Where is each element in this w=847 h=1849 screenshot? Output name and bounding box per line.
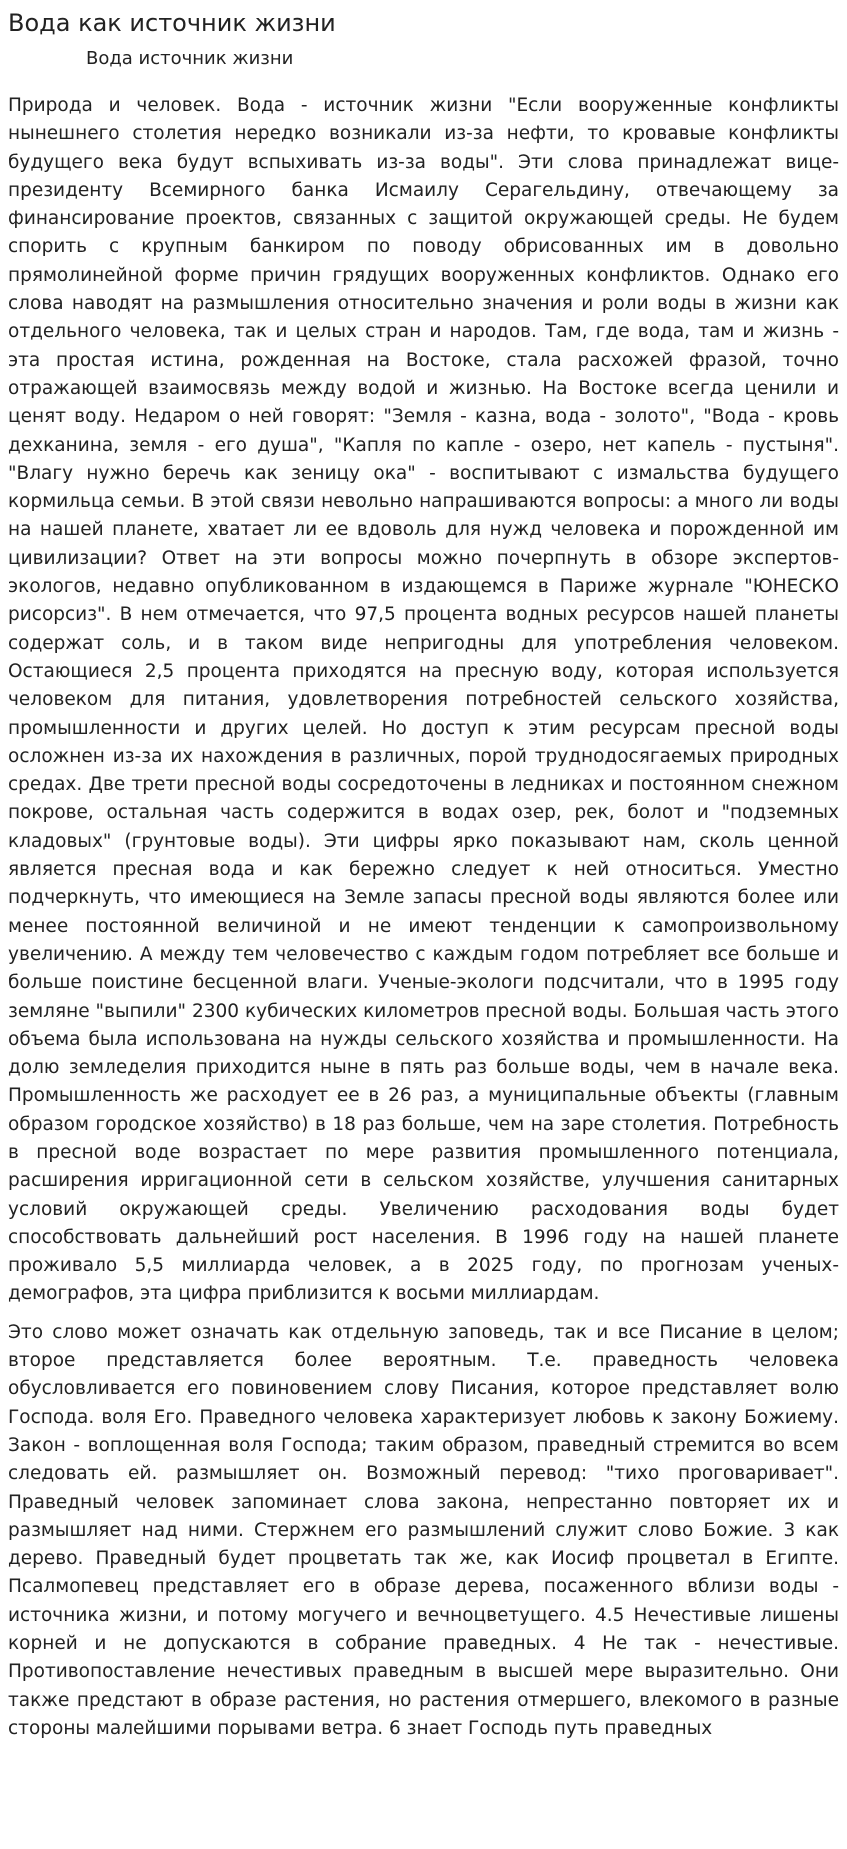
page-title: Вода как источник жизни — [8, 9, 336, 37]
paragraph-psalm-commentary: Это слово может означать как отдельную заповедь, так и все Писание в целом; второе представляется более вероятным. Т.е. праведность человека обусловливается его повиновением слову Писания, которое представляет волю Господа. воля Его. Праведного человека характеризует любовь к закону Божиему. Закон - воплощенная воля Господа; таким образом, праведный стремится во всем следовать ей. размышляет он. Возможный перевод: "тихо проговаривает". Праведный человек запоминает слова закона, непрестанно повторяет их и размышляет над ними. Стержнем его размышлений служит слово Божие. 3 как дерево. Праведный будет процветать так же, как Иосиф процветал в Египте. Псалмопевец представляет его в образе дерева, посаженного вблизи воды - источника жизни, и потому могучего и вечноцветущего. 4.5 Нечестивые лишены корней и не допускаются в собрание праведных. 4 Не так - нечестивые. Противопоставление нечестивых праведным в высшей мере выразительно. Они также предстают в образе растения, но растения отмершего, влекомого в разные стороны малейшими порывами ветра. 6 знает Господь путь праведных — [8, 1321, 839, 1739]
page-subtitle: Вода источник жизни — [86, 48, 294, 69]
paragraph-water-source: Природа и человек. Вода - источник жизни "Если вооруженные конфликты нынешнего столетия нередко возникали из-за нефти, то кровавые конфликты будущего века будут вспыхивать из-за воды". Эти слова принадлежат вице-президенту Всемирного банка Исмаилу Серагельдину, отвечающему за финансирование проектов, связанных с защитой окружающей среды. Не будем спорить с крупным банкиром по поводу обрисованных им в довольно прямолинейной форме причин грядущих вооруженных конфликтов. Однако его слова наводят на размышления относительно значения и роли воды в жизни как отдельного человека, так и целых стран и народов. Там, где вода, там и жизнь - эта простая истина, рожденная на Востоке, стала расхожей фразой, точно отражающей взаимосвязь между водой и жизнью. На Востоке всегда ценили и ценят воду. Недаром о ней говорят: "Земля - казна, вода - золото", "Вода - кровь дехканина, земля - его душа", "Капля по капле - озеро, нет капель - пустыня". "Влагу нужно беречь как зеницу ока" - воспитывают с измальства будущего кормильца семьи. В этой связи невольно напрашиваются вопросы: а много ли воды на нашей планете, хватает ли ее вдоволь для нужд человека и порожденной им цивилизации? Ответ на эти вопросы можно почерпнуть в обзоре экспертов-экологов, недавно опубликованном в издающемся в Париже журнале "ЮНЕСКО рисорсиз". В нем отмечается, что 97,5 процента водных ресурсов нашей планеты содержат соль, и в таком виде непригодны для употребления человеком. Остающиеся 2,5 процента приходятся на пресную воду, которая используется человеком для питания, удовлетворения потребностей сельского хозяйства, промышленности и других целей. Но доступ к этим ресурсам пресной воды осложнен из-за их нахождения в различных, порой труднодосягаемых природных средах. Две трети пресной воды сосредоточены в ледниках и постоянном снежном покрове, остальная часть содержится в водах озер, рек, болот и "подземных кладовых" (грунтовые воды). Эти цифры ярко показывают нам, сколь ценной является пресная вода и как бережно следует к ней относиться. Уместно подчеркнуть, что имеющиеся на Земле запасы пресной воды являются более или менее постоянной величиной и не имеют тенденции к самопроизвольному увеличению. А между тем человечество с каждым годом потребляет все больше и больше поистине бесценной влаги. Ученые-экологи подсчитали, что в 1995 году земляне "выпили" 2300 кубических километров пресной воды. Большая часть этого объема была использована на нужды сельского хозяйства и промышленности. На долю земледелия приходится ныне в пять раз больше воды, чем в начале века. Промышленность же расходует ее в 26 раз, а муниципальные объекты (главным образом городское хозяйство) в 18 раз больше, чем на заре столетия. Потребность в пресной воде возрастает по мере развития промышленного потенциала, расширения ирригационной сети в сельском хозяйстве, улучшения санитарных условий окружающей среды. Увеличению расходования воды будет способствовать дальнейший рост населения. В 1996 году на нашей планете проживало 5,5 миллиарда человек, а в 2025 году, по прогнозам ученых-демографов, эта цифра приблизится к восьми миллиардам. — [8, 95, 839, 1305]
